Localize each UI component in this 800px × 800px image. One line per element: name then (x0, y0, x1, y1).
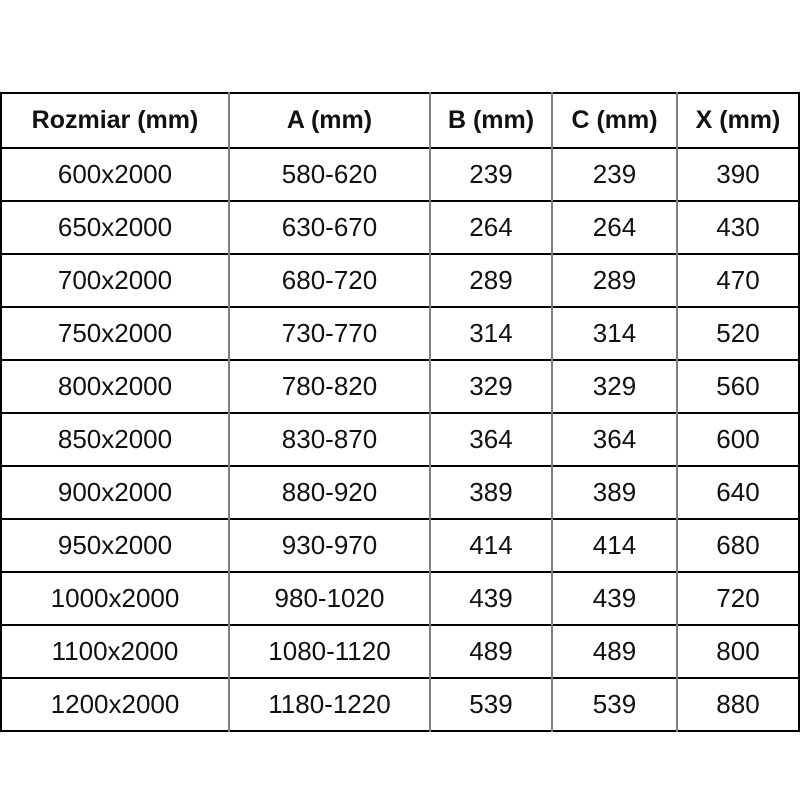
table-cell-x: 800 (677, 625, 799, 678)
table-cell-rozmiar: 700x2000 (1, 254, 229, 307)
table-row (1, 148, 799, 201)
table-cell-b: 364 (430, 413, 552, 466)
table-row (1, 307, 799, 360)
table-cell-b: 314 (430, 307, 552, 360)
table-cell-b: 414 (430, 519, 552, 572)
table-cell-x: 640 (677, 466, 799, 519)
table-cell-rozmiar: 1000x2000 (1, 572, 229, 625)
table-cell-b: 239 (430, 148, 552, 201)
table-row (1, 678, 799, 731)
table-row (1, 254, 799, 307)
table-cell-x: 560 (677, 360, 799, 413)
table-cell-x: 680 (677, 519, 799, 572)
table-cell-rozmiar: 900x2000 (1, 466, 229, 519)
table-cell-a: 780-820 (229, 360, 430, 413)
table-cell-c: 329 (552, 360, 677, 413)
table-cell-c: 389 (552, 466, 677, 519)
table-cell-x: 390 (677, 148, 799, 201)
table-header-row (1, 93, 799, 148)
table-cell-a: 580-620 (229, 148, 430, 201)
table-cell-x: 520 (677, 307, 799, 360)
table-cell-b: 264 (430, 201, 552, 254)
table-cell-c: 264 (552, 201, 677, 254)
table-cell-c: 414 (552, 519, 677, 572)
table-cell-b: 329 (430, 360, 552, 413)
table-cell-b: 539 (430, 678, 552, 731)
table-cell-a: 630-670 (229, 201, 430, 254)
table-row (1, 572, 799, 625)
table-cell-x: 880 (677, 678, 799, 731)
table-cell-c: 239 (552, 148, 677, 201)
column-header-a: A (mm) (229, 93, 430, 148)
table-cell-a: 680-720 (229, 254, 430, 307)
table-cell-rozmiar: 600x2000 (1, 148, 229, 201)
table-cell-a: 830-870 (229, 413, 430, 466)
table-cell-b: 489 (430, 625, 552, 678)
table-cell-x: 720 (677, 572, 799, 625)
table-cell-a: 880-920 (229, 466, 430, 519)
size-dimensions-table (0, 92, 800, 732)
table-cell-c: 489 (552, 625, 677, 678)
table-cell-a: 930-970 (229, 519, 430, 572)
table-cell-rozmiar: 950x2000 (1, 519, 229, 572)
table-cell-c: 289 (552, 254, 677, 307)
table-cell-rozmiar: 1200x2000 (1, 678, 229, 731)
column-header-c: C (mm) (552, 93, 677, 148)
table-cell-c: 364 (552, 413, 677, 466)
table-row (1, 466, 799, 519)
column-header-rozmiar: Rozmiar (mm) (31, 106, 199, 134)
table-cell-rozmiar: 650x2000 (1, 201, 229, 254)
table-cell-rozmiar: 800x2000 (1, 360, 229, 413)
table-row (1, 360, 799, 413)
table-cell-a: 1180-1220 (229, 678, 430, 731)
table-row (1, 201, 799, 254)
column-header-x: X (mm) (677, 93, 799, 148)
table-cell-rozmiar: 850x2000 (1, 413, 229, 466)
table-cell-rozmiar: 1100x2000 (1, 625, 229, 678)
table-cell-rozmiar: 750x2000 (1, 307, 229, 360)
table-cell-x: 470 (677, 254, 799, 307)
column-header-b: B (mm) (430, 93, 552, 148)
table-cell-a: 730-770 (229, 307, 430, 360)
table-cell-b: 389 (430, 466, 552, 519)
table-row (1, 519, 799, 572)
table-cell-b: 439 (430, 572, 552, 625)
table-row (1, 625, 799, 678)
table-cell-a: 1080-1120 (229, 625, 430, 678)
table-cell-x: 600 (677, 413, 799, 466)
table-cell-c: 314 (552, 307, 677, 360)
table-cell-x: 430 (677, 201, 799, 254)
table-cell-b: 289 (430, 254, 552, 307)
table-row (1, 413, 799, 466)
table-cell-c: 439 (552, 572, 677, 625)
table-cell-a: 980-1020 (229, 572, 430, 625)
table-cell-c: 539 (552, 678, 677, 731)
